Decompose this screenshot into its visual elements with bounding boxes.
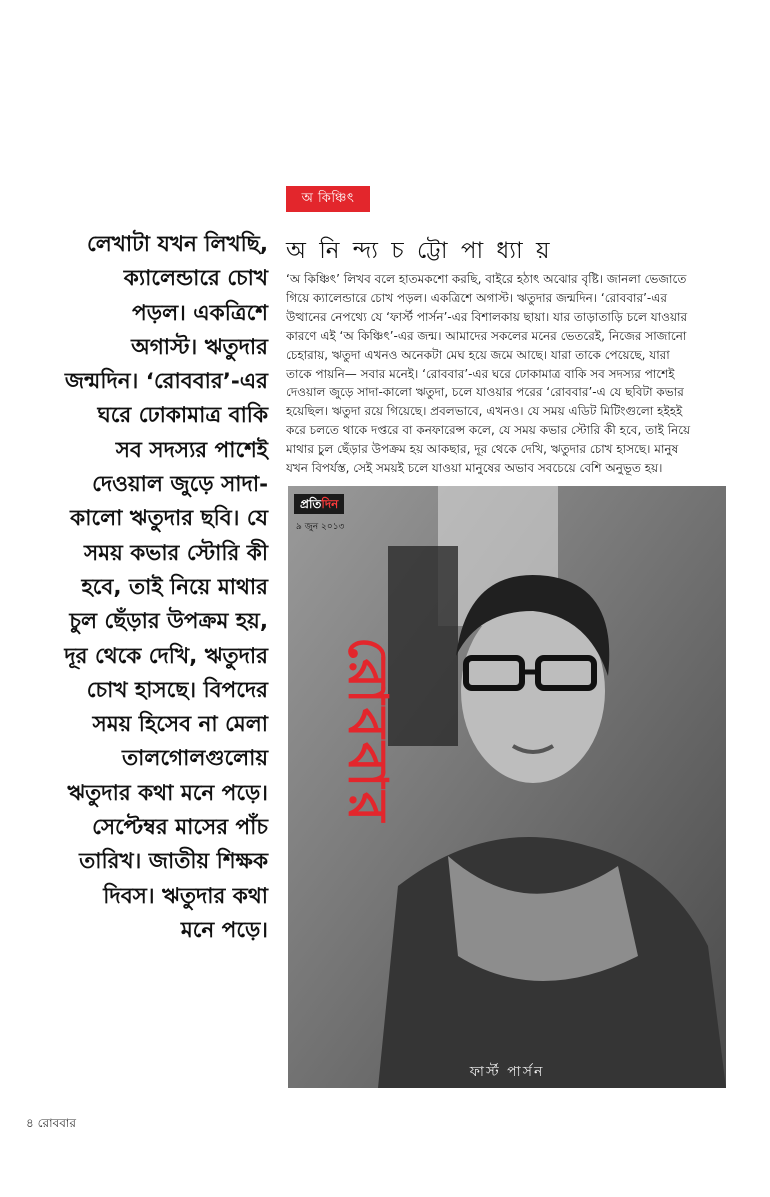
body-line: কারণে এই ‘অ কিঞ্চিৎ’-এর জন্ম। আমাদের সকলের মনের ভেতরেই, নিজের সাজানো (286, 328, 687, 343)
body-line: মাথার চুল ছেঁড়ার উপক্রম হয় আকছার, দূর থেকে দেখি, ঋতুদার চোখ হাসছে। মানুষ (286, 442, 679, 457)
pull-quote-line: তালগোলগুলোয় (122, 746, 268, 772)
body-line: যখন বিপর্যস্ত, সেই সময়ই চলে যাওয়া মানুষের অভাব সবচেয়ে বেশি অনুভূত হয়। (286, 461, 663, 476)
pull-quote-line: হবে, তাই নিয়ে মাথার (81, 574, 268, 600)
pull-quote-line: ঘরে ঢোকামাত্র বাকি (97, 403, 268, 429)
pull-quote-line: লেখাটা যখন লিখছি, (87, 232, 268, 257)
pull-quote-line: সময় হিসেব না মেলা (92, 712, 268, 738)
cover-caption: ফার্স্ট পার্সন (469, 1064, 545, 1080)
pull-quote-line: অগাস্ট। ঋতুদার (131, 334, 268, 360)
pull-quote-line: ঋতুদার কথা মনে পড়ে। (67, 780, 268, 806)
body-line: তাকে পায়নি— সবার মনেই। ‘রোববার’-এর ঘরে ঢোকামাত্র বাকি সব সদস্যর পাশেই (286, 366, 675, 381)
pull-quote-line: চোখ হাসছে। বিপদের (86, 677, 268, 703)
pull-quote-line: পড়ল। একত্রিশে (132, 300, 268, 326)
article-body (286, 270, 728, 478)
pull-quote-line: সেপ্টেম্বর মাসের পাঁচ (92, 815, 268, 841)
page-footer: ৪ রোববার (26, 1116, 76, 1130)
body-line: করে চলতে থাকে দপ্তরে বা কনফারেন্স কলে, যে সময় কভার স্টোরি কী হবে, তাই নিয়ে (286, 423, 691, 438)
pull-quote-line: দিবস। ঋতুদার কথা (103, 883, 268, 909)
pull-quote-line: কালো ঋতুদার ছবি। যে (70, 506, 268, 532)
body-line: উত্থানের নেপথ্যে যে ‘ফার্স্ট পার্সন’-এর বিশালকায় ছায়া। যার তাড়াতাড়ি চলে যাওয়ার (286, 309, 688, 324)
author-byline: অ নি ন্দ্য চ ট্টো পা ধ্যা য় (286, 238, 553, 264)
pull-quote-line: জন্মদিন। ‘রোববার’-এর (64, 369, 268, 395)
pull-quote-line: মনে পড়ে। (180, 917, 268, 943)
pull-quote-line: ক্যালেন্ডারে চোখ (123, 266, 268, 292)
pull-quote-line: দূর থেকে দেখি, ঋতুদার (64, 643, 268, 669)
cover-masthead: রোববার (336, 636, 400, 826)
pull-quote-line: তারিখ। জাতীয় শিক্ষক (79, 849, 268, 875)
pull-quote (18, 228, 268, 948)
cover-photo (288, 486, 726, 1088)
body-line: গিয়ে ক্যালেন্ডারে চোখ পড়ল। একত্রিশে অগাস্ট। ঋতুদার জন্মদিন। ‘রোববার’-এর (286, 290, 667, 305)
pull-quote-line: দেওয়াল জুড়ে সাদা- (92, 472, 268, 498)
body-line: হয়েছিল। ঋতুদা রয়ে গিয়েছে। প্রবলভাবে, এখনও। যে সময় এডিট মিটিংগুলো হইহই (286, 404, 683, 419)
body-line: দেওয়াল জুড়ে সাদা-কালো ঋতুদা, চলে যাওয়ার পরের ‘রোববার’-এ যে ছবিটা কভার (286, 385, 684, 400)
section-tag: অ কিঞ্চিৎ (286, 186, 370, 212)
cover-brand: প্রতিদিন (294, 494, 344, 514)
body-line: ‘অ কিঞ্চিৎ’ লিখব বলে হাতমকশো করছি, বাইরে হঠাৎ অঝোর বৃষ্টি। জানলা ভেজাতে (286, 272, 687, 286)
cover-issue-date: ৯ জুন ২০১৩ (296, 522, 345, 532)
body-line: চেহারায়, ঋতুদা এখনও অনেকটা মেঘ হয়ে জমে আছে। যারা তাকে পেয়েছে, যারা (286, 347, 670, 362)
pull-quote-line: সব সদস্যর পাশেই (115, 437, 268, 463)
pull-quote-line: সময় কভার স্টোরি কী (83, 540, 268, 566)
pull-quote-line: চুল ছেঁড়ার উপক্রম হয়, (69, 609, 268, 635)
